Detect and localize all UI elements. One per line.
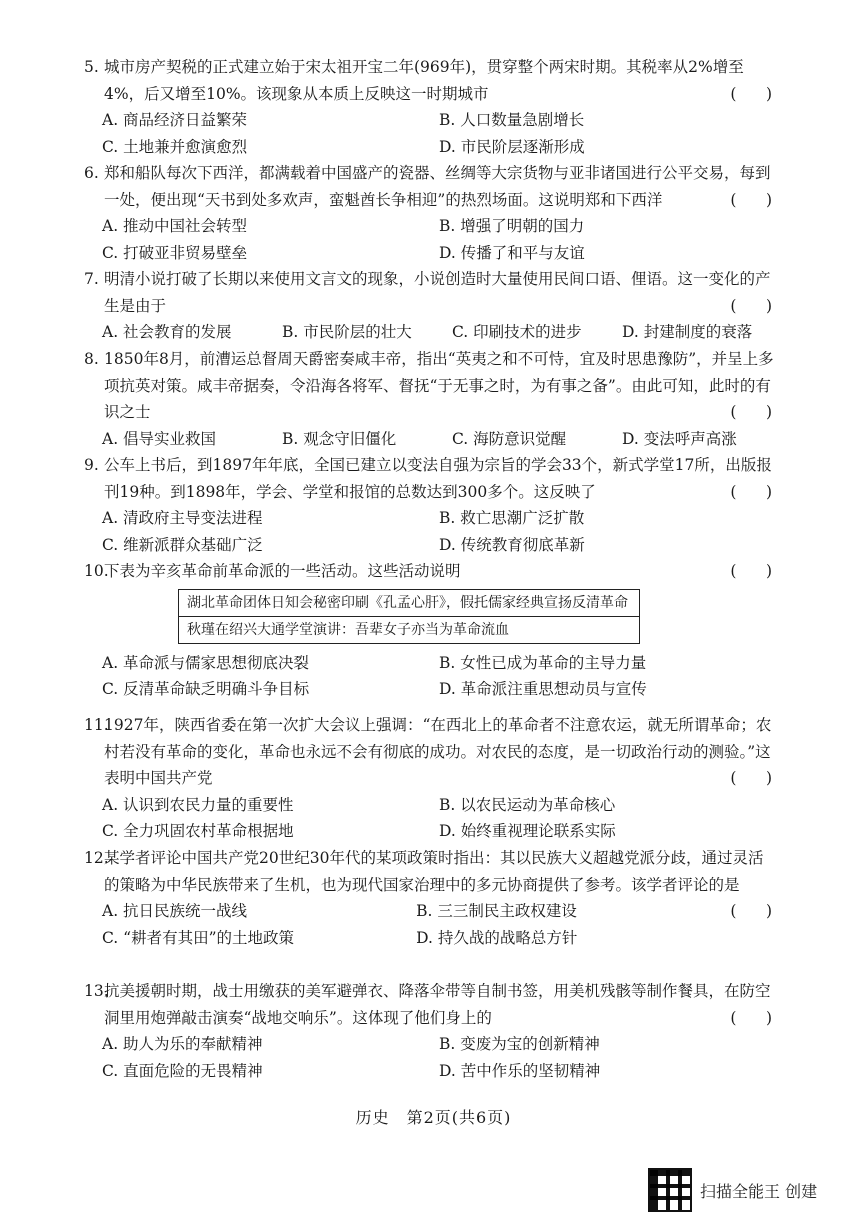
question-text: 下表为辛亥革命前革命派的一些活动。这些活动说明 xyxy=(104,562,461,580)
question-text: 城市房产契税的正式建立始于宋太祖开宝二年(969年)，贯穿整个两宋时期。其税率从2%增至4%，后又增至10%。该现象从本质上反映这一时期城市 xyxy=(104,58,744,103)
question-text: 1850年8月，前漕运总督周天爵密奏咸丰帝，指出“英夷之和不可恃，宜及时思患豫防”，并呈上多项抗英对策。咸丰帝据奏，令沿海各将军、督抚“于无事之时，为有事之备”。由此可知，此时的有识之士 xyxy=(104,350,774,421)
option-c: C. 土地兼并愈演愈烈 xyxy=(102,137,248,156)
question-number: 11. xyxy=(84,716,109,734)
question-number: 10. xyxy=(84,562,109,580)
option-b: B. 以农民运动为革命核心 xyxy=(439,795,616,814)
question-6 xyxy=(86,160,776,266)
answer-paren: ( ) xyxy=(730,296,772,315)
question-text: 某学者评论中国共产党20世纪30年代的某项政策时指出：其以民族大义超越党派分歧，通过灵活的策略为中华民族带来了生机，也为现代国家治理中的多元协商提供了参考。该学者评论的是 xyxy=(104,849,764,894)
answer-paren: ( ) xyxy=(730,902,772,920)
scanner-label: 扫描全能王 创建 xyxy=(700,1181,818,1201)
option-d: D. 苦中作乐的坚韧精神 xyxy=(439,1061,601,1080)
question-text: 公车上书后，到1897年年底，全国已建立以变法自强为宗旨的学会33个，新式学堂17所，出版报刊19种。到1898年，学会、学堂和报馆的总数达到300多个。这反映了 xyxy=(104,456,772,501)
question-11 xyxy=(86,712,776,845)
option-a: A. 抗日民族统一战线 xyxy=(102,902,248,920)
option-a: A. 助人为乐的奉献精神 xyxy=(102,1035,263,1053)
question-9 xyxy=(86,452,776,558)
option-a: A. 社会教育的发展 xyxy=(102,323,232,341)
question-number: 6. xyxy=(84,164,99,182)
options xyxy=(86,213,776,266)
question-10 xyxy=(86,558,776,703)
options xyxy=(86,107,776,160)
scanner-watermark xyxy=(648,1168,817,1212)
question-8 xyxy=(86,346,776,452)
option-d: D. 封建制度的衰落 xyxy=(622,323,753,341)
question-stem xyxy=(86,54,776,107)
option-c: C. 反清革命缺乏明确斗争目标 xyxy=(102,680,310,698)
option-b: B. 三三制民主政权建设 xyxy=(416,902,577,920)
answer-paren: ( ) xyxy=(730,1008,772,1027)
question-number: 13. xyxy=(84,982,109,1000)
option-b: B. 市民阶层的壮大 xyxy=(282,323,412,341)
answer-paren: ( ) xyxy=(730,562,772,580)
options xyxy=(86,426,776,453)
question-12 xyxy=(86,845,776,951)
question-7 xyxy=(86,266,776,346)
option-b: B. 人口数量急剧增长 xyxy=(439,111,585,129)
option-c: C. 全力巩固农村革命根据地 xyxy=(102,822,294,840)
question-5 xyxy=(86,54,776,160)
table-cell: 湖北革命团体日知会秘密印刷《孔孟心肝》，假托儒家经典宣扬反清革命 xyxy=(179,589,640,616)
option-d: D. 传播了和平与友谊 xyxy=(439,243,585,262)
question-stem xyxy=(86,452,776,505)
answer-paren: ( ) xyxy=(730,84,772,103)
option-d: D. 变法呼声高涨 xyxy=(622,429,737,448)
question-number: 8. xyxy=(84,350,99,368)
option-b: B. 观念守旧僵化 xyxy=(282,429,397,448)
question-stem xyxy=(86,978,776,1031)
answer-paren: ( ) xyxy=(730,190,772,209)
revolution-activities-table xyxy=(178,589,640,644)
answer-paren: ( ) xyxy=(730,403,772,421)
question-text: 明清小说打破了长期以来使用文言文的现象，小说创造时大量使用民间口语、俚语。这一变化的产生是由于 xyxy=(104,270,771,315)
option-a: A. 认识到农民力量的重要性 xyxy=(102,795,294,814)
qr-code-icon xyxy=(648,1168,692,1212)
answer-paren: ( ) xyxy=(730,769,772,787)
question-number: 5. xyxy=(84,58,99,76)
table-row xyxy=(179,589,640,616)
option-a: A. 商品经济日益繁荣 xyxy=(102,111,248,129)
answer-paren: ( ) xyxy=(730,482,772,501)
options xyxy=(86,505,776,558)
option-c: C. 直面危险的无畏精神 xyxy=(102,1061,263,1080)
page-footer: 历史 第2页(共6页) xyxy=(355,1108,512,1127)
option-c: C. 印刷技术的进步 xyxy=(452,323,582,341)
option-d: D. 持久战的战略总方针 xyxy=(416,928,578,947)
question-stem xyxy=(86,346,776,426)
table-cell: 秋瑾在绍兴大通学堂演讲：吾辈女子亦当为革命流血 xyxy=(179,616,640,643)
option-b: B. 女性已成为革命的主导力量 xyxy=(439,653,647,672)
table-row xyxy=(179,616,640,643)
question-number: 12. xyxy=(84,849,109,867)
question-stem xyxy=(86,558,776,585)
options xyxy=(86,898,730,951)
question-text: 1927年，陕西省委在第一次扩大会议上强调：“在西北上的革命者不注意农运，就无所谓革命；农村若没有革命的变化，革命也永远不会有彻底的成功。对农民的态度，是一切政治行动的测验。”这表明中国共产党 xyxy=(104,716,772,787)
question-stem xyxy=(86,266,776,319)
option-a: A. 清政府主导变法进程 xyxy=(102,509,263,527)
option-a: A. 革命派与儒家思想彻底决裂 xyxy=(102,653,310,672)
option-b: B. 增强了明朝的国力 xyxy=(439,217,585,235)
option-a: A. 推动中国社会转型 xyxy=(102,217,248,235)
option-c: C. 维新派群众基础广泛 xyxy=(102,535,263,554)
option-a: A. 倡导实业救国 xyxy=(102,429,217,448)
options xyxy=(86,650,776,703)
question-number: 9. xyxy=(84,456,99,474)
options xyxy=(86,792,776,845)
option-d: D. 传统教育彻底革新 xyxy=(439,535,585,554)
question-stem xyxy=(86,160,776,213)
question-13 xyxy=(86,978,776,1084)
option-c: C. 海防意识觉醒 xyxy=(452,429,567,448)
question-number: 7. xyxy=(84,270,99,288)
question-text: 抗美援朝时期，战士用缴获的美军避弹衣、降落伞带等自制书签，用美机残骸等制作餐具，在防空洞里用炮弹敲击演奏“战地交响乐”。这体现了他们身上的 xyxy=(104,982,771,1027)
option-b: B. 变废为宝的创新精神 xyxy=(439,1035,600,1053)
question-stem xyxy=(86,712,776,792)
option-c: C. “耕者有其田”的土地政策 xyxy=(102,928,295,947)
option-d: D. 市民阶层逐渐形成 xyxy=(439,137,585,156)
option-d: D. 始终重视理论联系实际 xyxy=(439,822,616,840)
question-text: 郑和船队每次下西洋，都满载着中国盛产的瓷器、丝绸等大宗货物与亚非诸国进行公平交易，每到一处，便出现“天书到处多欢声，蛮魁酋长争相迎”的热烈场面。这说明郑和下西洋 xyxy=(104,164,771,209)
options xyxy=(86,1031,776,1084)
options xyxy=(86,319,776,346)
option-d: D. 革命派注重思想动员与宣传 xyxy=(439,680,647,698)
option-b: B. 救亡思潮广泛扩散 xyxy=(439,509,585,527)
option-c: C. 打破亚非贸易壁垒 xyxy=(102,243,248,262)
